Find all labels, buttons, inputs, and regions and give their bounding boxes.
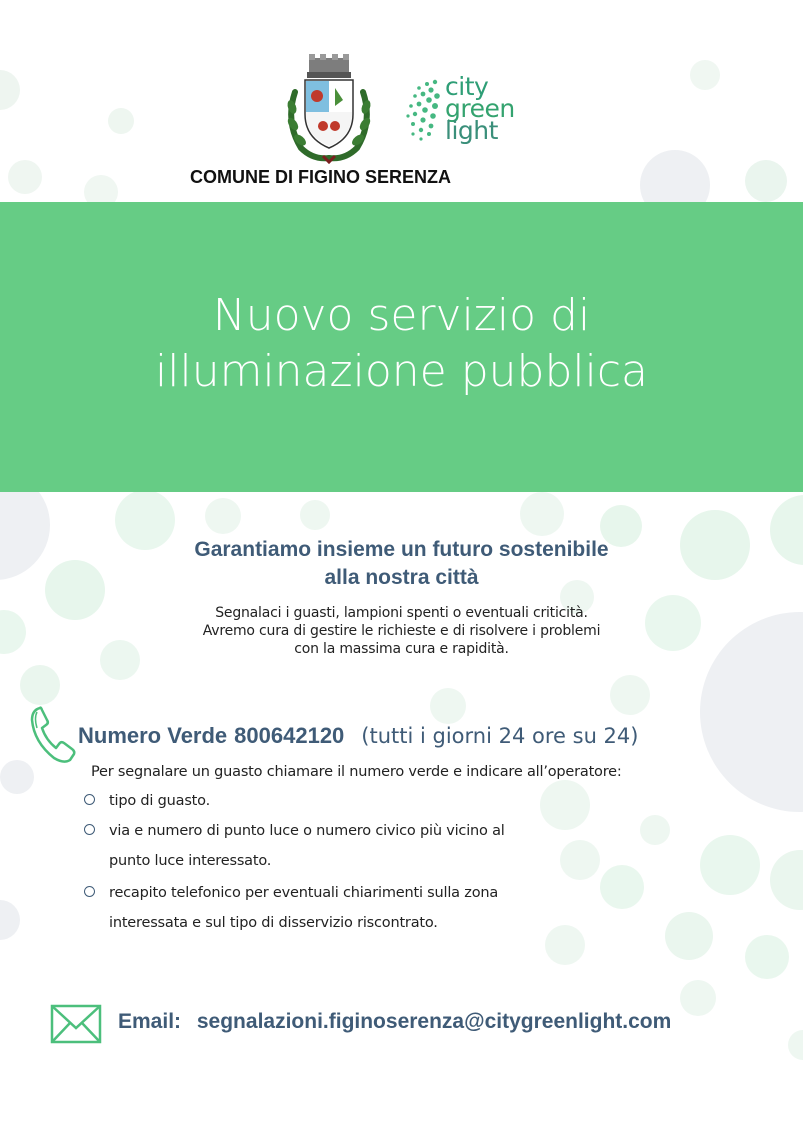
intro-line2: Avremo cura di gestire le richieste e di risolvere i problemi — [202, 623, 601, 639]
municipality-name: COMUNE DI FIGINO SERENZA — [190, 167, 452, 187]
banner-title — [0, 288, 803, 400]
logo-word-light: light — [445, 116, 498, 145]
headline-line1: Garantiamo insieme un futuro sostenibile — [194, 538, 609, 561]
title-banner — [0, 202, 803, 492]
headline-line2: alla nostra città — [324, 566, 479, 589]
bullet-ring-icon — [84, 824, 95, 835]
phone-number[interactable]: 800642120 — [234, 723, 345, 748]
envelope-icon — [50, 1004, 102, 1044]
list-item-line1: tipo di guasto. — [109, 793, 210, 809]
intro-line1: Segnalaci i guasti, lampioni spenti o eventuali criticità. — [215, 605, 588, 621]
list-item-line2: punto luce interessato. — [109, 853, 272, 869]
phone-label: Numero Verde — [78, 723, 228, 748]
intro-line3: con la massima cura e rapidità. — [294, 641, 509, 657]
phone-icon — [28, 704, 78, 766]
intro-text — [0, 604, 803, 658]
city-green-light-logo — [405, 72, 525, 148]
logo-word-city: city — [445, 72, 489, 101]
logo-word-green: green — [445, 94, 515, 123]
municipal-crest-icon — [283, 52, 375, 164]
list-item-line1: recapito telefonico per eventuali chiarimenti sulla zona — [109, 885, 499, 901]
email-address-link[interactable]: segnalazioni.figinoserenza@citygreenlight.com — [196, 1010, 672, 1033]
list-item-line2: interessata e sul tipo di disservizio riscontrato. — [109, 915, 438, 931]
phone-line — [78, 721, 638, 752]
bullet-ring-icon — [84, 886, 95, 897]
list-item-line1: via e numero di punto luce o numero civico più vicino al — [109, 823, 505, 839]
bullet-ring-icon — [84, 794, 95, 805]
headline — [0, 536, 803, 592]
banner-title-line1: Nuovo servizio di — [212, 290, 591, 341]
phone-hours: (tutti i giorni 24 ore su 24) — [361, 724, 639, 748]
email-line — [118, 1010, 671, 1034]
instructions-intro: Per segnalare un guasto chiamare il numero verde e indicare all’operatore: — [91, 764, 622, 780]
banner-title-line2: illuminazione pubblica — [155, 346, 648, 397]
email-label: Email: — [118, 1010, 182, 1033]
